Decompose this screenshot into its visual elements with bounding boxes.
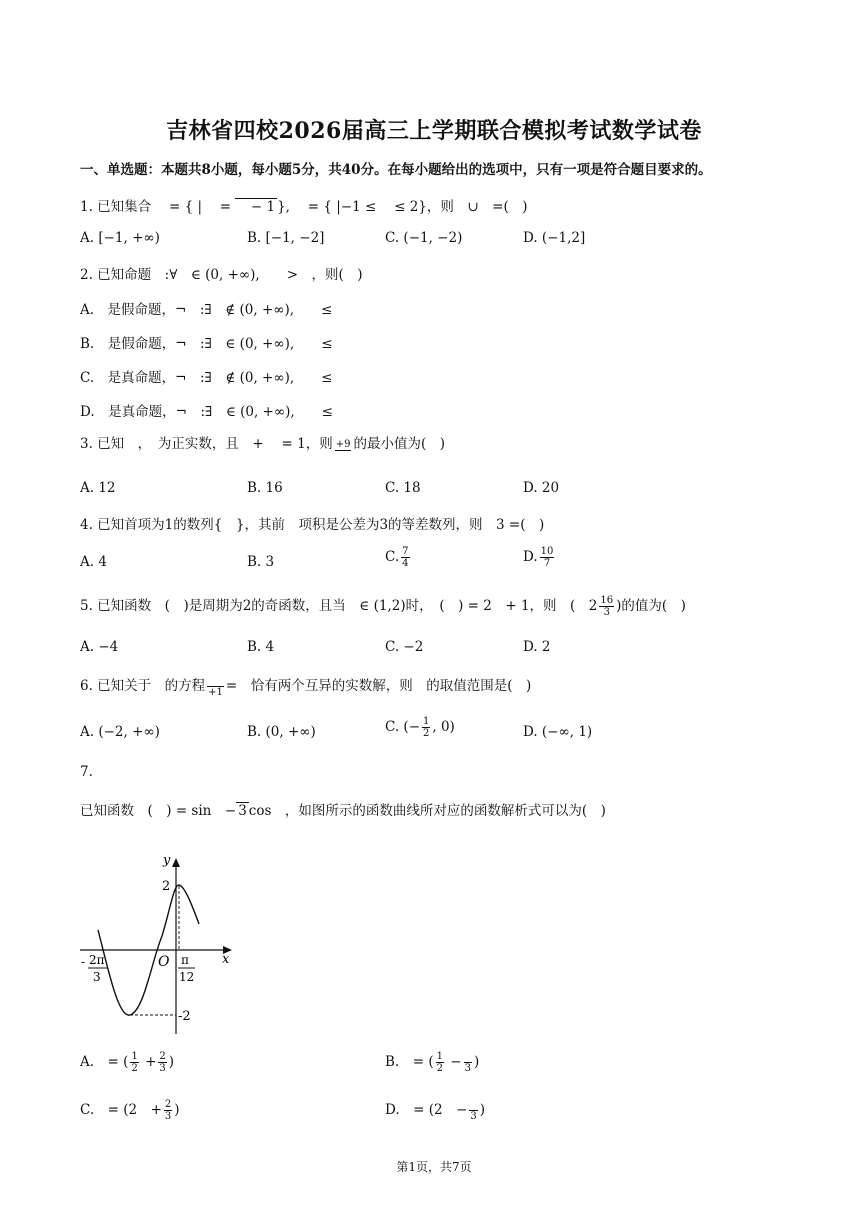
q5-option-a[interactable]: A. −4	[80, 639, 119, 655]
q5-option-d[interactable]: D. 2	[523, 639, 551, 655]
q4-option-d[interactable]: D. $\frac{10}{7}$	[523, 546, 554, 569]
fraction: 3	[464, 1051, 472, 1074]
fraction: $\frac{1}{2}$	[436, 1051, 443, 1074]
y-axis-arrow	[172, 858, 180, 867]
question-5-stem: 5. 已知函数 ( )是周期为2的奇函数，且当 ∈ (1,2)时， ( ) = 2 + 1，则 ( 2	[80, 598, 598, 614]
fraction: +9	[335, 438, 351, 450]
question-6-stem: 6. 已知关于 的方程	[80, 678, 206, 694]
fraction: $\frac{1}{2}$	[131, 1051, 138, 1074]
fraction: $\frac{2}{3}$	[164, 1099, 172, 1122]
fraction: $\frac{7}{4}$	[402, 546, 409, 569]
peak-x-numerator: π	[181, 953, 189, 967]
question-1-stem: 1. 已知集合 = { | =	[80, 199, 236, 215]
x-axis-label: x	[222, 952, 230, 967]
q3-option-d[interactable]: D. 20	[523, 480, 560, 496]
q7-option-a[interactable]: A. = ( $\frac{1}{2}$ + $\frac{2}{3}$ )	[80, 1051, 175, 1074]
function-graph	[78, 848, 238, 1038]
q4-option-c[interactable]: C. $\frac{7}{4}$	[385, 546, 409, 569]
sqrt-symbol: 3	[238, 803, 247, 819]
max-label: 2	[162, 879, 171, 894]
question-3-stem: 3. 已知 ， 为正实数，且 + = 1，则	[80, 436, 333, 452]
q7-option-d[interactable]: D. = (2 − 3 )	[385, 1098, 485, 1122]
q1-option-c[interactable]: C. (−1, −2)	[385, 230, 463, 246]
q2-option-a[interactable]: A. 是假命题，¬ :∃ ∉ (0, +∞), ≤	[80, 302, 333, 318]
question-7-stem: 已知函数 ( ) = sin −	[80, 803, 237, 819]
q1-option-d[interactable]: D. (−1,2]	[523, 230, 586, 246]
question-7: 已知函数 ( ) = sin − 3 cos ，如图所示的函数曲线所对应的函数解析式可以为( )	[80, 803, 606, 819]
page-footer: 第1页，共7页	[396, 1160, 472, 1174]
q4-option-b[interactable]: B. 3	[247, 554, 275, 570]
q5-option-b[interactable]: B. 4	[247, 639, 275, 655]
q6-option-d[interactable]: D. (−∞, 1)	[523, 724, 593, 740]
q6-option-c[interactable]: C. (− $\frac{1}{2}$ , 0)	[385, 716, 455, 739]
q3-option-a[interactable]: A. 12	[80, 480, 116, 496]
q2-option-d[interactable]: D. 是真命题，¬ :∃ ∈ (0, +∞), ≤	[80, 404, 333, 420]
fraction: +1	[207, 675, 224, 698]
min-label: -2	[178, 1009, 191, 1024]
q1-option-a[interactable]: A. [−1, +∞)	[80, 230, 160, 246]
fraction: $\frac{1}{2}$	[423, 716, 430, 739]
q2-option-b[interactable]: B. 是假命题，¬ :∃ ∈ (0, +∞), ≤	[80, 336, 333, 352]
question-4-stem: 4. 已知首项为1的数列{ }，其前 项积是公差为3的等差数列，则 3 =( )	[80, 517, 545, 533]
question-7-number: 7.	[80, 764, 93, 780]
left-zero-denominator: 3	[93, 970, 101, 984]
q1-option-b[interactable]: B. [−1, −2]	[247, 230, 325, 246]
left-zero-numerator: 2π	[89, 953, 105, 967]
q4-option-a[interactable]: A. 4	[80, 554, 107, 570]
fraction: $\frac{2}{3}$	[159, 1051, 166, 1074]
peak-x-denominator: 12	[179, 970, 195, 984]
section-heading: 一、单选题：本题共8小题，每小题5分，共40分。在每小题给出的选项中，只有一项是符合题目要求的。	[80, 162, 712, 178]
left-zero-sign: -	[81, 955, 86, 969]
q3-option-b[interactable]: B. 16	[247, 480, 283, 496]
fraction: $\frac{10}{7}$	[540, 546, 554, 569]
sqrt-symbol: − 1	[237, 199, 276, 215]
origin-label: O	[158, 954, 170, 970]
question-1: 1. 已知集合 = { | = − 1 }, = { |−1 ≤ ≤ 2}，则 ∪ =( )	[80, 199, 528, 215]
fraction: $\frac{16}{3}$	[600, 595, 614, 618]
fraction: 3	[469, 1099, 477, 1122]
q2-option-c[interactable]: C. 是真命题，¬ :∃ ∉ (0, +∞), ≤	[80, 370, 333, 386]
y-axis-label: y	[163, 853, 171, 868]
question-2-stem: 2. 已知命题 :∀ ∈ (0, +∞), > ，则( )	[80, 267, 363, 283]
q6-option-a[interactable]: A. (−2, +∞)	[80, 724, 160, 740]
question-5: 5. 已知函数 ( )是周期为2的奇函数，且当 ∈ (1,2)时， ( ) = 2 + 1，则 ( 2 $\frac{16}{3}$ )的值为( )	[80, 595, 686, 618]
q7-option-b[interactable]: B. = ( $\frac{1}{2}$ − 3 )	[385, 1051, 480, 1074]
question-3: 3. 已知 ， 为正实数，且 + = 1，则 +9 的最小值为( )	[80, 436, 446, 452]
q7-option-c[interactable]: C. = (2 + $\frac{2}{3}$ )	[80, 1099, 180, 1122]
question-6: 6. 已知关于 的方程 +1 = 恰有两个互异的实数解，则 的取值范围是( )	[80, 674, 531, 698]
q5-option-c[interactable]: C. −2	[385, 639, 424, 655]
q6-option-b[interactable]: B. (0, +∞)	[247, 724, 316, 740]
page-title: 吉林省四校2026届高三上学期联合模拟考试数学试卷	[166, 118, 702, 144]
q3-option-c[interactable]: C. 18	[385, 480, 421, 496]
